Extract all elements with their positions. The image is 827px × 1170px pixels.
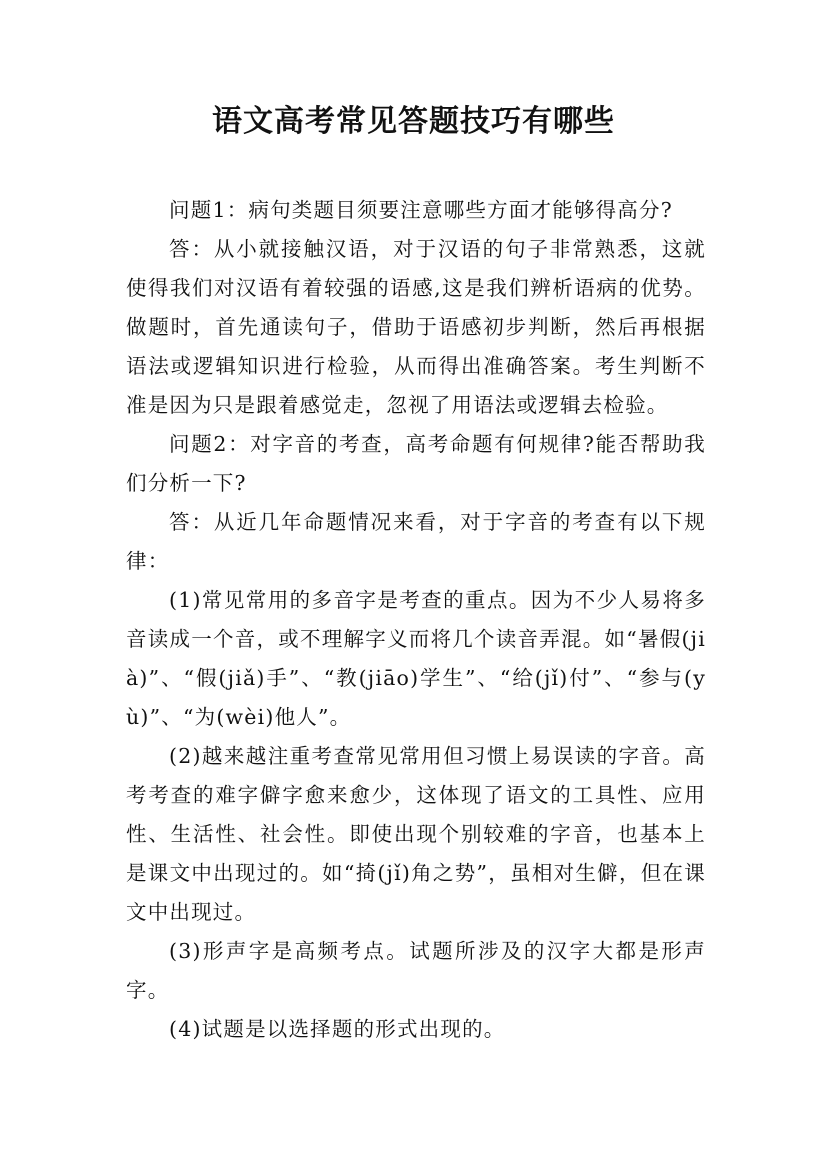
rule-4-paragraph: (4)试题是以选择题的形式出现的。: [169, 1017, 506, 1041]
rule-2-paragraph: (2)越来越注重考查常见常用但习惯上易误读的字音。高考考查的难字僻字愈来愈少，这体现了语文的工具性、应用性、生活性、社会性。即使出现个别较难的字音，也基本上是课文中出现过的。如“掎(jǐ)角之势”，虽相对生僻，但在课文中出现过。: [126, 744, 706, 924]
document-body: [126, 191, 706, 1049]
rule-3-paragraph: (3)形声字是高频考点。试题所涉及的汉字大都是形声字。: [126, 939, 706, 1002]
rule-1-paragraph: (1)常见常用的多音字是考查的重点。因为不少人易将多音读成一个音，或不理解字义而将几个读音弄混。如“暑假(jià)”、“假(jiǎ)手”、“教(jiāo)学生”、“给(jǐ)付”、“参与(yù)”、“为(wèi)他人”。: [126, 588, 706, 729]
question-2-paragraph: 问题2：对字音的考查，高考命题有何规律?能否帮助我们分析一下?: [126, 432, 706, 495]
document-title: 语文高考常见答题技巧有哪些: [212, 104, 615, 139]
answer-1-paragraph: 答：从小就接触汉语，对于汉语的句子非常熟悉，这就使得我们对汉语有着较强的语感,这是我们辨析语病的优势。做题时，首先通读句子，借助于语感初步判断，然后再根据语法或逻辑知识进行检验，从而得出准确答案。考生判断不准是因为只是跟着感觉走，忽视了用语法或逻辑去检验。: [126, 237, 706, 417]
question-1-paragraph: 问题1：病句类题目须要注意哪些方面才能够得高分?: [169, 198, 673, 222]
answer-2-intro-paragraph: 答：从近几年命题情况来看，对于字音的考查有以下规律：: [126, 510, 706, 573]
